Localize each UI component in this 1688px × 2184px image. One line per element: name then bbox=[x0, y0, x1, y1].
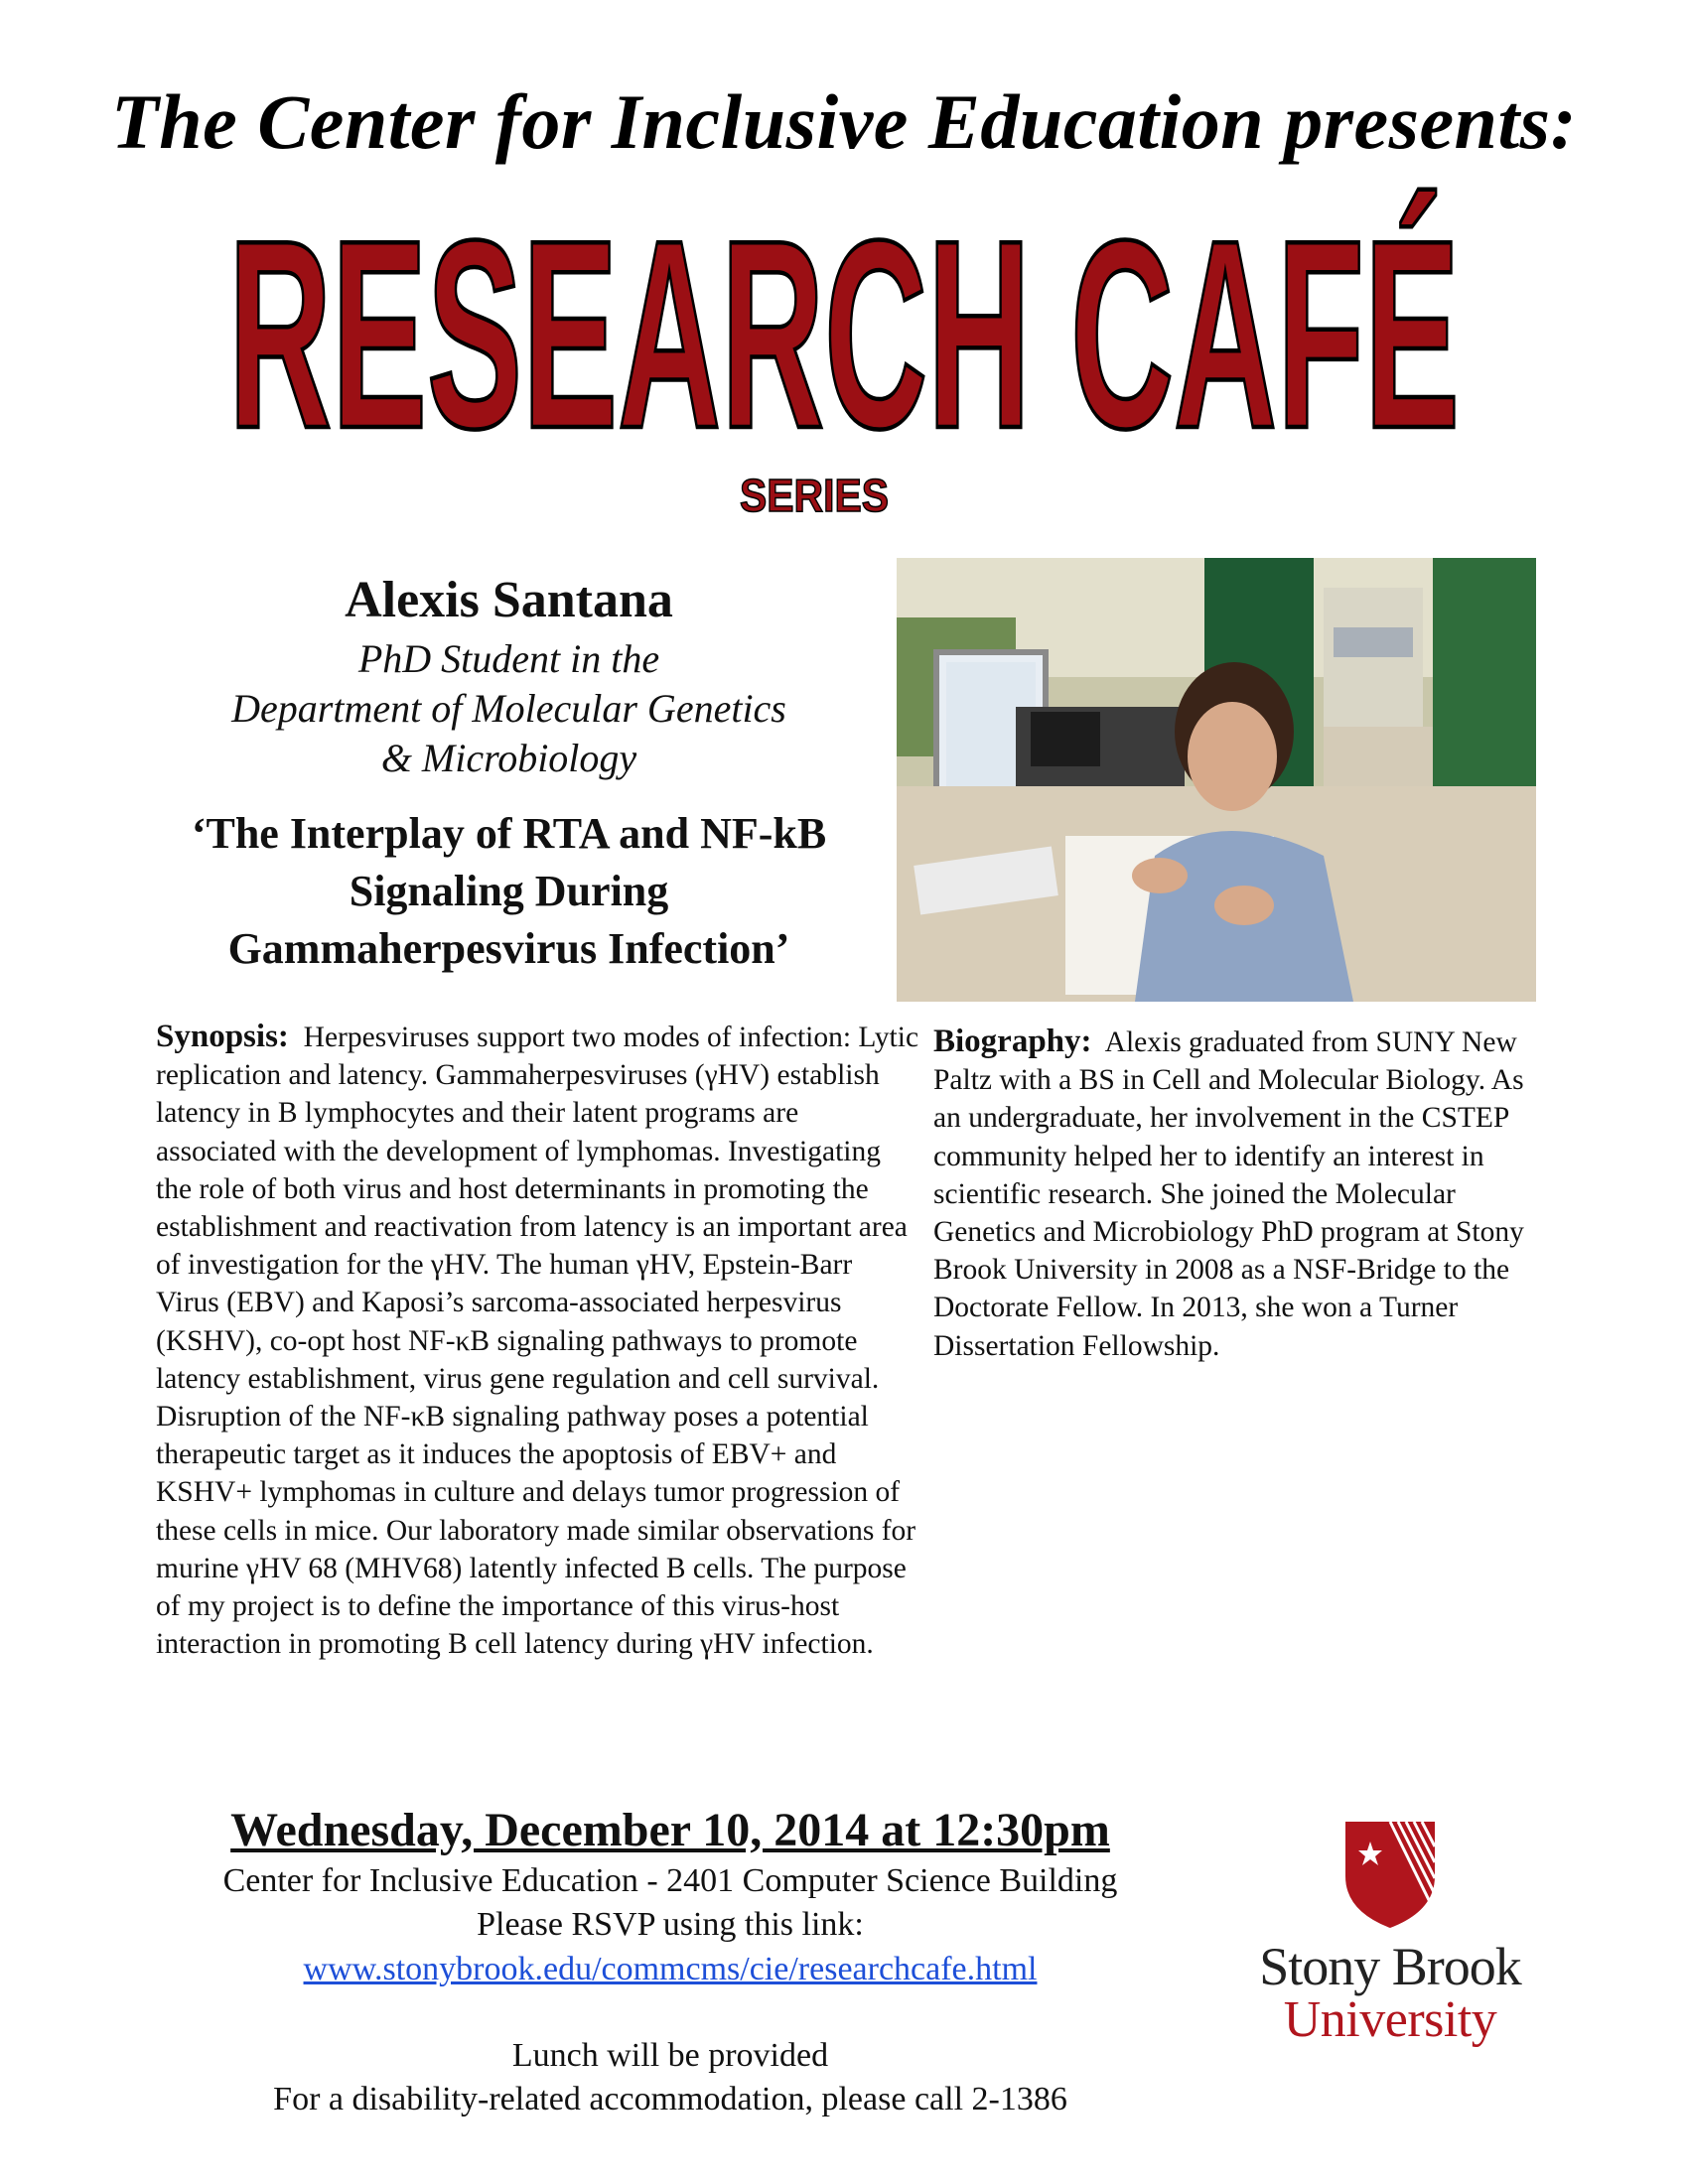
event-date: Wednesday, December 10, 2014 at 12:30pm bbox=[230, 1804, 1110, 1856]
speaker-role-line: PhD Student in the bbox=[357, 635, 660, 681]
synopsis-text: Herpesviruses support two modes of infection: Lytic replication and latency. Gammaherpesviruses (γHV) establish latency in B lymphocytes and their latent programs are associated with the development of lymphomas. Investigating the role of both virus and host determinants in promoting the establishment and reactivation from latency is an important area of investigation for the γHV. The human γHV, Epstein-Barr Virus (EBV) and Kaposi’s sarcoma-associated herpesvirus (KSHV), co-opt host NF-κB signaling pathways to promote latency establishment, virus gene regulation and cell survival. Disruption of the NF-κB signaling pathway poses a potential therapeutic target as it induces the apoptosis of EBV+ and KSHV+ lymphomas in culture and delays tumor progression of these cells in mice. Our laboratory made similar observations for murine γHV 68 (MHV68) latently infected B cells. The purpose of my project is to define the importance of this virus-host interaction in promoting B cell latency during γHV infection. bbox=[156, 1022, 919, 1661]
biography-text: Alexis graduated from SUNY New Paltz with a BS in Cell and Molecular Biology. As an undergraduate, her involvement in the CSTEP community helped her to identify an interest in scientific research. She joined the Molecular Genetics and Microbiology PhD program at Stony Brook University in 2008 as a NSF-Bridge to the Doctorate Fellow. In 2013, she won a Turner Dissertation Fellowship. bbox=[933, 1026, 1524, 1362]
event-details bbox=[99, 1802, 1241, 2121]
research-cafe-banner bbox=[199, 184, 1489, 546]
banner-subtitle: SERIES bbox=[740, 470, 889, 521]
speaker-role-line: Department of Molecular Genetics bbox=[231, 685, 786, 731]
rsvp-link[interactable]: www.stonybrook.edu/commcms/cie/researchcafe.html bbox=[303, 1950, 1038, 1987]
event-lunch: Lunch will be provided bbox=[511, 2036, 829, 2074]
speaker-photo-illustration bbox=[897, 558, 1536, 1002]
speaker-photo bbox=[897, 558, 1536, 1002]
biography-section bbox=[933, 1023, 1529, 1365]
speaker-block bbox=[129, 571, 889, 978]
talk-title-line: ‘The Interplay of RTA and NF-kB bbox=[191, 808, 827, 858]
biography-label: Biography: bbox=[933, 1024, 1092, 1059]
talk-title bbox=[129, 805, 889, 978]
banner-title: RESEARCH CAFÉ bbox=[228, 184, 1461, 484]
presents-heading: The Center for Inclusive Education presents: bbox=[111, 78, 1577, 165]
event-accommodation: For a disability-related accommodation, please call 2-1386 bbox=[273, 2081, 1067, 2118]
event-rsvp: Please RSVP using this link: bbox=[477, 1905, 864, 1943]
synopsis-section bbox=[156, 1018, 920, 1663]
speaker-role-line: & Microbiology bbox=[380, 735, 637, 780]
talk-title-line: Gammaherpesvirus Infection’ bbox=[227, 923, 790, 973]
logo-name-line2: University bbox=[1283, 1991, 1497, 2048]
event-location: Center for Inclusive Education - 2401 Computer Science Building bbox=[222, 1861, 1118, 1899]
stony-brook-logo bbox=[1231, 1817, 1549, 2075]
speaker-role bbox=[129, 634, 889, 783]
logo-name-line1: Stony Brook bbox=[1259, 1937, 1521, 1996]
speaker-name: Alexis Santana bbox=[345, 572, 673, 628]
talk-title-line: Signaling During bbox=[349, 866, 669, 915]
shield-icon bbox=[1340, 1817, 1440, 1931]
synopsis-label: Synopsis: bbox=[156, 1019, 289, 1054]
